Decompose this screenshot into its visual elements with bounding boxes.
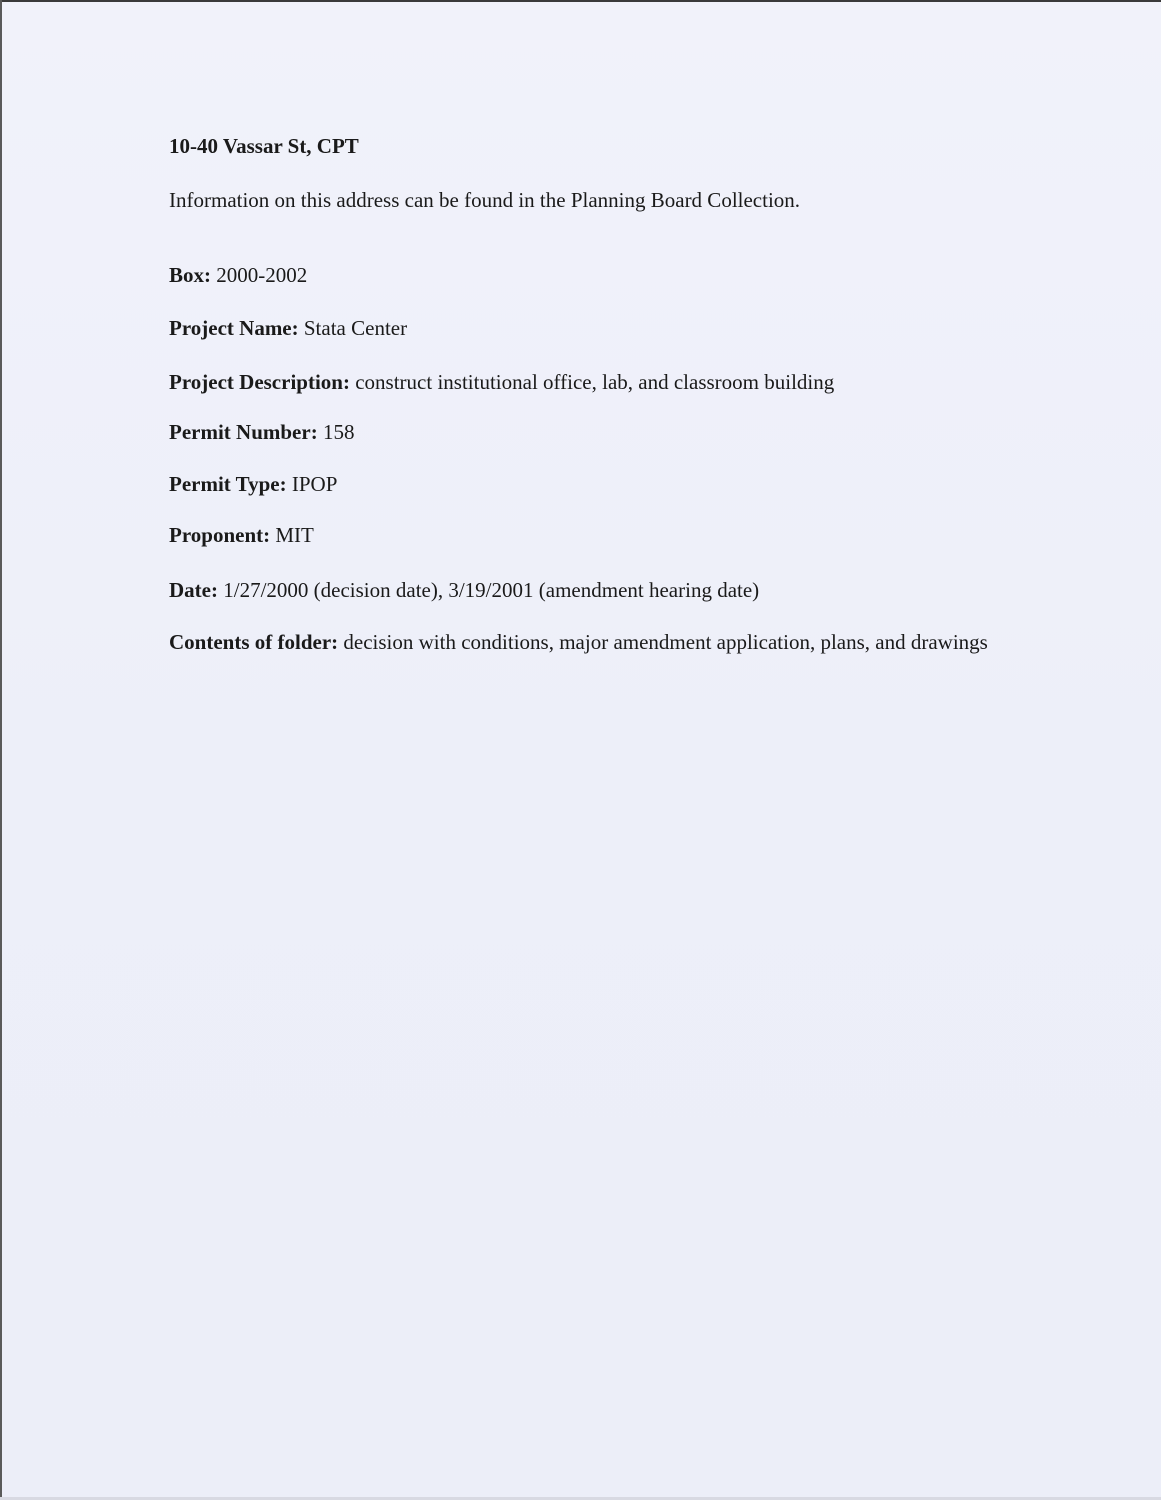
field-value: 2000-2002 xyxy=(216,263,308,287)
field-value: 1/27/2000 (decision date), 3/19/2001 (amendment hearing date) xyxy=(223,578,760,602)
field-project-description xyxy=(169,370,989,394)
field-label: Project Description: xyxy=(169,370,350,394)
field-label: Proponent: xyxy=(169,523,271,547)
document-title: 10-40 Vassar St, CPT xyxy=(169,134,359,158)
field-value: decision with conditions, major amendment application, plans, and drawings xyxy=(343,630,988,654)
field-value: IPOP xyxy=(291,472,338,496)
field-label: Contents of folder: xyxy=(169,630,339,654)
field-permit-number xyxy=(169,420,989,444)
field-value: MIT xyxy=(275,523,314,547)
scan-edge-left xyxy=(0,0,2,1500)
field-label: Permit Type: xyxy=(169,472,287,496)
field-label: Project Name: xyxy=(169,316,299,340)
scan-edge-top xyxy=(0,0,1161,2)
field-project-name xyxy=(169,316,989,340)
field-box xyxy=(169,263,989,287)
field-value: construct institutional office, lab, and classroom building xyxy=(355,370,835,394)
field-date xyxy=(169,578,989,602)
field-label: Date: xyxy=(169,578,218,602)
field-value: 158 xyxy=(322,420,355,444)
intro-text: Information on this address can be found in the Planning Board Collection. xyxy=(169,188,801,212)
field-proponent xyxy=(169,523,989,547)
document-body xyxy=(169,133,989,654)
field-label: Box: xyxy=(169,263,211,287)
field-permit-type xyxy=(169,472,989,496)
field-contents-of-folder xyxy=(169,630,989,654)
field-label: Permit Number: xyxy=(169,420,318,444)
field-value: Stata Center xyxy=(303,316,408,340)
